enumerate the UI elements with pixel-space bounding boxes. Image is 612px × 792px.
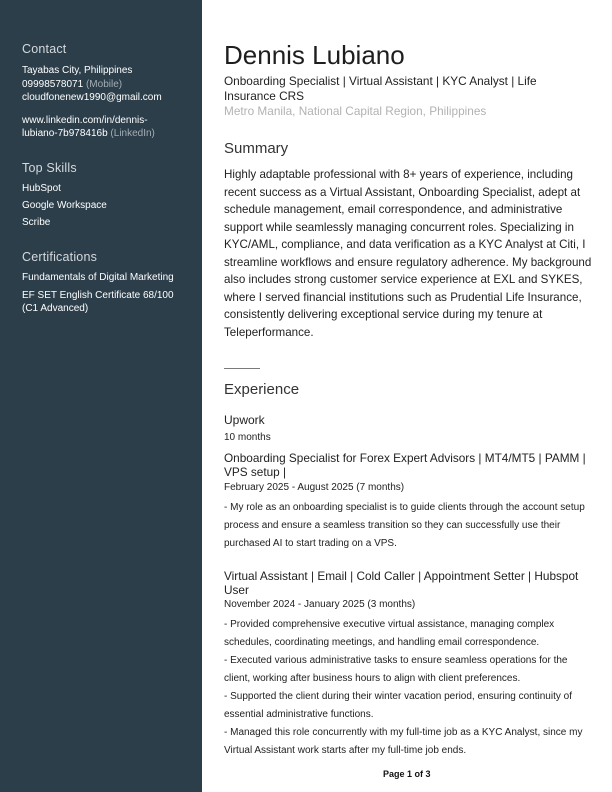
description-bullet: - Managed this role concurrently with my full-time job as a KYC Analyst, since my Virtual Assistant work starts after my full-time job ends. [224, 727, 583, 756]
contact-email[interactable]: cloudfonenew1990@gmail.com [22, 92, 162, 103]
contact-location: Tayabas City, Philippines [22, 65, 133, 76]
role-description: - My role as an onboarding specialist is to guide clients through the account setup process and ensure a seamless transition so they can successfully use their purchased AI to start trading on a VPS. [224, 502, 585, 549]
profile-headline: Onboarding Specialist | Virtual Assistant | KYC Analyst | Life Insurance CRS [224, 74, 537, 103]
role-title: Virtual Assistant | Email | Cold Caller | Appointment Setter | Hubspot User [224, 569, 579, 597]
phone-label: (Mobile) [85, 78, 123, 90]
sidebar [0, 0, 202, 792]
skill-item: Scribe [22, 217, 51, 228]
section-divider [224, 368, 260, 369]
company-tenure: 10 months [224, 432, 271, 443]
top-skills-section [22, 161, 197, 229]
experience-heading: Experience [224, 381, 300, 398]
profile-location: Metro Manila, National Capital Region, Philippines [224, 104, 487, 118]
skill-item: HubSpot [22, 183, 61, 194]
summary-heading: Summary [224, 140, 289, 157]
description-bullet: - Executed various administrative tasks to ensure seamless operations for the client, working after business hours to align with client preferences. [224, 655, 568, 684]
phone-number: 09998578071 [22, 78, 84, 90]
role-dates: November 2024 - January 2025 (3 months) [224, 599, 416, 610]
description-bullet: - Supported the client during their winter vacation period, ensuring continuity of essential administrative functions. [224, 691, 572, 720]
contact-phone [22, 78, 197, 92]
contact-section [22, 42, 197, 141]
summary-text: Highly adaptable professional with 8+ years of experience, including recent success as a Virtual Assistant, Onboarding Specialist, adept at schedule management, email correspondence, and administrative support while seamlessly managing concurrent roles. Specializing in KYC/AML, compliance, and data verification as a KYC Analyst at Citi, I streamline workflows and ensure regulatory adherence. My background also includes strong customer service experience at EXL and SYKES, where I served financial institutions such as Prudential Life Insurance, consistently delivering exceptional service during my tenure at Teleperformance. [224, 168, 592, 339]
certifications-section [22, 250, 197, 315]
description-bullet: - Provided comprehensive executive virtual assistance, managing complex schedules, coordinating meetings, and handling email correspondence. [224, 619, 555, 648]
role-description [224, 616, 596, 760]
top-skills-heading: Top Skills [22, 161, 77, 175]
skill-item: Google Workspace [22, 200, 107, 211]
certifications-heading: Certifications [22, 250, 98, 264]
certification-item: EF SET English Certificate 68/100 (C1 Advanced) [22, 290, 174, 314]
linkedin-url-part1[interactable]: www.linkedin.com/in/dennis- [22, 114, 148, 126]
linkedin-url-part2[interactable]: lubiano-7b978416b [22, 128, 108, 139]
linkedin-label: (LinkedIn) [110, 128, 155, 139]
role-dates: February 2025 - August 2025 (7 months) [224, 482, 405, 493]
contact-heading: Contact [22, 42, 67, 56]
certification-item: Fundamentals of Digital Marketing [22, 272, 174, 283]
page-number: Page 1 of 3 [383, 769, 431, 779]
linkedin-link[interactable] [22, 114, 197, 141]
profile-name: Dennis Lubiano [224, 40, 405, 70]
company-name: Upwork [224, 413, 265, 427]
role-title: Onboarding Specialist for Forex Expert Advisors | MT4/MT5 | PAMM | VPS setup | [224, 451, 586, 479]
